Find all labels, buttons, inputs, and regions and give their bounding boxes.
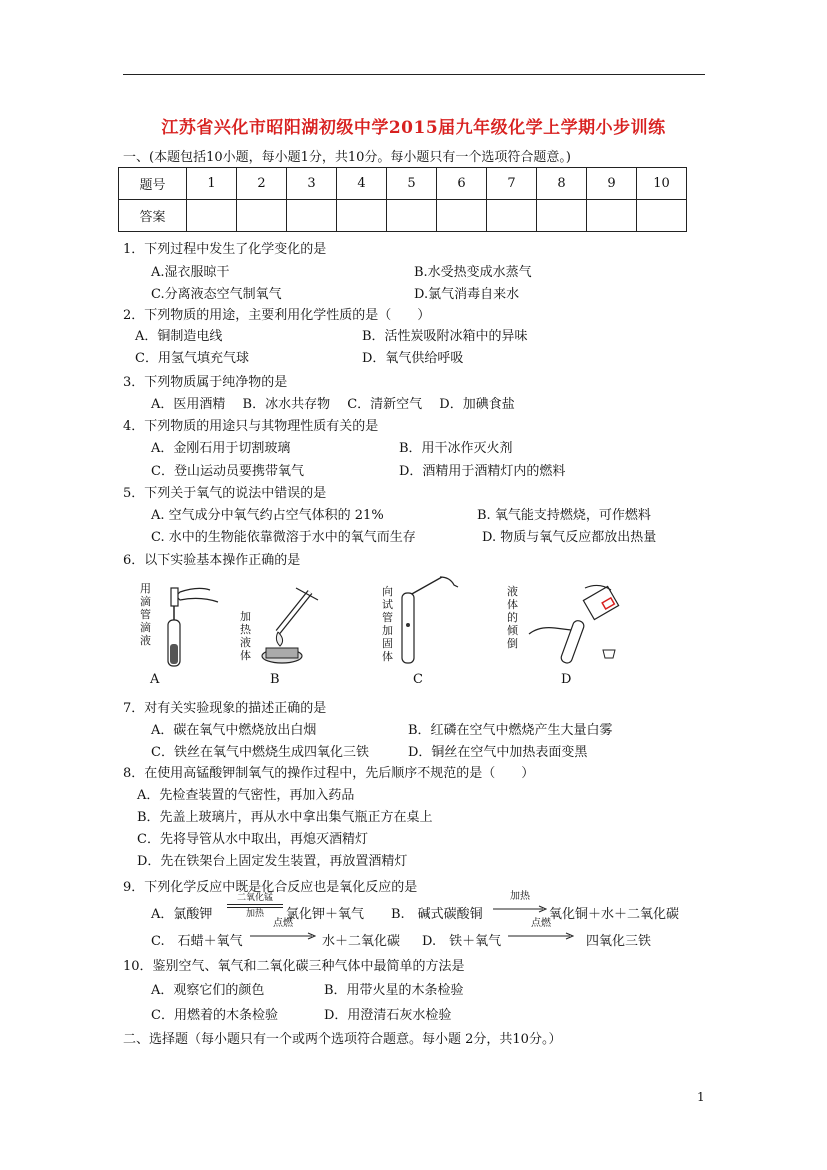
q9-option-a-right: 氯化钾＋氧气 (286, 907, 365, 922)
q4-option-d: D．酒精用于酒精灯内的燃料 (399, 464, 566, 479)
section2-heading: 二、选择题（每小题只有一个或两个选项符合题意。每小题 2分，共10分。） (123, 1032, 562, 1047)
q9-option-c-left: C. 石蜡＋氧气 (151, 934, 243, 949)
q9-option-d-arrow (508, 918, 574, 944)
q5-option-b: B. 氧气能支持燃烧，可作燃料 (477, 508, 651, 523)
q3-options: A．医用酒精 B．冰水共存物 C．清新空气 D．加碘食盐 (151, 397, 515, 412)
condition-catalyst: 二氧化锰 (236, 893, 273, 903)
question-4-stem: 4．下列物质的用途只与其物理性质有关的是 (123, 419, 379, 434)
question-1-stem: 1．下列过程中发生了化学变化的是 (123, 242, 327, 257)
arrow-icon (493, 905, 547, 913)
q4-option-b: B．用干冰作灭火剂 (399, 441, 513, 456)
q5-option-d: D. 物质与氧气反应都放出热量 (482, 530, 657, 545)
q5-option-c: C. 水中的生物能依靠微溶于水中的氧气而生存 (151, 530, 416, 545)
q9-option-b-left: B. 碱式碳酸铜 (391, 907, 483, 922)
question-3-stem: 3．下列物质属于纯净物的是 (123, 375, 288, 390)
answer-cell[interactable] (537, 200, 587, 232)
q7-option-c: C．铁丝在氧气中燃烧生成四氧化三铁 (151, 745, 369, 760)
question-10-stem: 10．鉴别空气、氧气和二氧化碳三种气体中最简单的方法是 (123, 959, 465, 974)
table-row (119, 168, 687, 200)
condition-heat: 加热 (510, 891, 530, 902)
figure-label-d: D (561, 672, 572, 687)
q7-option-a: A．碳在氧气中燃烧放出白烟 (151, 723, 317, 738)
answer-cell[interactable] (487, 200, 537, 232)
figure-c-solid (380, 575, 470, 672)
equals-sign (227, 904, 283, 908)
answer-cell[interactable] (337, 200, 387, 232)
q4-option-a: A．金刚石用于切割玻璃 (151, 441, 291, 456)
answer-cell[interactable] (587, 200, 637, 232)
answer-table (118, 167, 687, 232)
condition-ignite: 点燃 (531, 918, 551, 929)
table-header-cell: 题号 (119, 168, 187, 200)
question-6-stem: 6．以下实验基本操作正确的是 (123, 553, 301, 568)
q1-option-b: B.水受热变成水蒸气 (414, 265, 532, 280)
table-header-cell: 答案 (119, 200, 187, 232)
arrow-icon (250, 932, 316, 940)
q10-option-d: D．用澄清石灰水检验 (324, 1008, 452, 1023)
table-cell: 5 (387, 168, 437, 200)
q2-option-d: D．氧气供给呼吸 (362, 351, 464, 366)
page-number: 1 (697, 1090, 705, 1104)
answer-cell[interactable] (187, 200, 237, 232)
header-rule (123, 74, 705, 75)
q5-option-a: A. 空气成分中氧气约占空气体积的 21% (151, 508, 384, 523)
dropper-illustration (140, 582, 240, 672)
question-2-stem: 2．下列物质的用途，主要利用化学性质的是（ ） (123, 308, 431, 323)
answer-cell[interactable] (637, 200, 687, 232)
figure-c-caption: 向试管加固体 (382, 585, 393, 663)
q9-option-a-arrow (227, 893, 283, 919)
condition-heat: 加热 (245, 909, 264, 919)
figure-d-pouring (505, 580, 645, 672)
q1-option-d: D.氯气消毒自来水 (414, 287, 520, 302)
answer-cell[interactable] (287, 200, 337, 232)
q4-option-c: C．登山运动员要携带氧气 (151, 464, 304, 479)
answer-cell[interactable] (387, 200, 437, 232)
answer-cell[interactable] (237, 200, 287, 232)
figure-a-dropper (140, 582, 240, 672)
q7-option-b: B．红磷在空气中燃烧产生大量白雾 (408, 723, 613, 738)
table-cell: 3 (287, 168, 337, 200)
q9-option-c-right: 水＋二氧化碳 (322, 934, 401, 949)
figure-d-caption: 液体的倾倒 (507, 585, 518, 650)
table-row (119, 200, 687, 232)
heating-illustration (238, 582, 328, 672)
q8-option-a: A．先检查装置的气密性，再加入药品 (137, 788, 355, 803)
q9-option-d-right: 四氧化三铁 (586, 934, 652, 949)
question-8-stem: 8．在使用高锰酸钾制氧气的操作过程中，先后顺序不规范的是（ ） (123, 766, 535, 781)
q2-option-c: C．用氢气填充气球 (135, 351, 249, 366)
figure-label-a: A (150, 672, 160, 687)
q8-option-c: C．先将导管从水中取出，再熄灭酒精灯 (137, 832, 368, 847)
q10-option-b: B．用带火星的木条检验 (324, 983, 464, 998)
answer-cell[interactable] (437, 200, 487, 232)
q8-option-d: D．先在铁架台上固定发生装置，再放置酒精灯 (137, 854, 408, 869)
arrow-icon (508, 932, 574, 940)
question-9-stem: 9．下列化学反应中既是化合反应也是氧化反应的是 (123, 880, 418, 895)
figure-label-b: B (270, 672, 280, 687)
table-cell: 2 (237, 168, 287, 200)
q10-option-a: A．观察它们的颜色 (151, 983, 265, 998)
solid-illustration (380, 575, 470, 672)
q9-option-b-arrow (493, 891, 547, 917)
figure-a-caption: 用滴管滴液 (140, 582, 151, 647)
table-cell: 10 (637, 168, 687, 200)
table-cell: 4 (337, 168, 387, 200)
question-7-stem: 7．对有关实验现象的描述正确的是 (123, 701, 327, 716)
table-cell: 1 (187, 168, 237, 200)
page-title: 江苏省兴化市昭阳湖初级中学2015届九年级化学上学期小步训练 (161, 118, 666, 138)
q9-option-d-left: D. 铁＋氧气 (422, 934, 502, 949)
q2-option-a: A．铜制造电线 (135, 329, 223, 344)
condition-ignite: 点燃 (273, 918, 293, 929)
pouring-illustration (505, 580, 645, 672)
q7-option-d: D．铜丝在空气中加热表面变黑 (408, 745, 588, 760)
q9-option-b-right: 氧化铜＋水＋二氧化碳 (549, 907, 680, 922)
figure-b-heating (238, 582, 328, 672)
q9-option-a-left: A．氯酸钾 (151, 907, 213, 922)
q1-option-a: A.湿衣服晾干 (151, 265, 230, 280)
figure-b-caption: 加热液体 (240, 610, 251, 662)
table-cell: 6 (437, 168, 487, 200)
q8-option-b: B．先盖上玻璃片，再从水中拿出集气瓶正方在桌上 (137, 810, 433, 825)
section1-heading: 一、(本题包括10小题，每小题1分，共10分。每小题只有一个选项符合题意。) (123, 150, 571, 165)
table-cell: 7 (487, 168, 537, 200)
q2-option-b: B．活性炭吸附冰箱中的异味 (362, 329, 528, 344)
question-5-stem: 5．下列关于氧气的说法中错误的是 (123, 486, 327, 501)
q9-option-c-arrow (250, 918, 316, 944)
figure-label-c: C (413, 672, 423, 687)
q1-option-c: C.分离液态空气制氧气 (151, 287, 282, 302)
table-cell: 8 (537, 168, 587, 200)
q10-option-c: C．用燃着的木条检验 (151, 1008, 278, 1023)
table-cell: 9 (587, 168, 637, 200)
